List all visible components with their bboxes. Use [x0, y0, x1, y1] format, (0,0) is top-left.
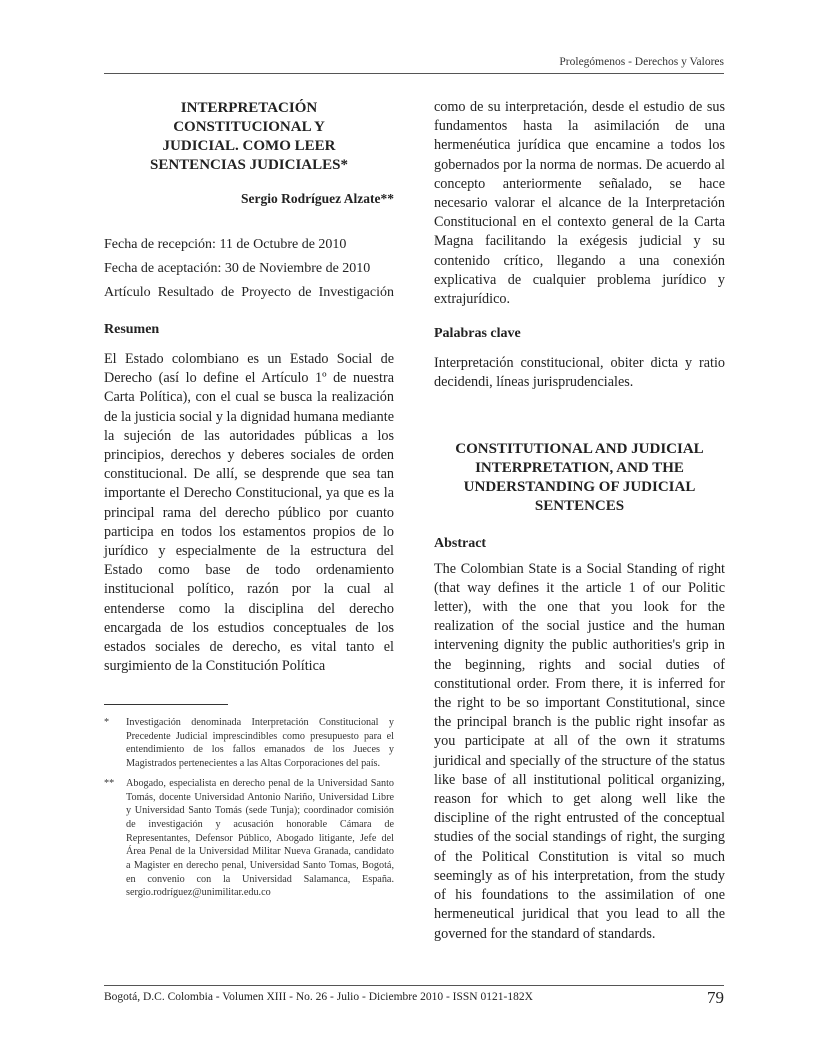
english-title: CONSTITUTIONAL AND JUDICIAL INTERPRETATION, AND THE UNDERSTANDING OF JUDICIAL SENTENCES — [455, 440, 704, 514]
footnote-1 — [104, 716, 394, 771]
footnote-2 — [104, 777, 394, 900]
received-date: Fecha de recepción: 11 de Octubre de 2010 — [104, 237, 347, 252]
article-author: Sergio Rodríguez Alzate** — [241, 191, 394, 206]
running-header: Prolegómenos - Derechos y Valores — [559, 56, 724, 68]
footnote-text: Abogado, especialista en derecho penal de la Universidad Santo Tomás, docente Universidad Antonio Nariño, Universidad Libre y Universidad Santo Tomás (sede Tunja); coordinador comisión de investigación y acusación honorable Cámara de Representantes, Defensor Público, Abogado litigante, Jefe del Área Penal de la Universidad Militar Nueva Granada, candidato a Magister en derecho penal, Universidad Santo Tomas, Bogotá, en convenio con la Universidad Salamanca, España. sergio.rodríguez@unimilitar.edu.co — [126, 777, 394, 899]
page-number: 79 — [707, 988, 724, 1007]
footer-citation: Bogotá, D.C. Colombia - Volumen XIII - No. 26 - Julio - Diciembre 2010 - ISSN 0121-182X — [104, 991, 533, 1003]
article-meta — [104, 233, 394, 305]
footnotes — [104, 716, 394, 906]
footnote-rule — [104, 704, 228, 705]
footnote-text: Investigación denominada Interpretación Constitucional y Precedente Judicial imprescindibles como presupuesto para el entendimiento de los fallos emanados de los Jueces y Magistrados pertenecientes a las Altas Corporaciones del país. — [126, 717, 394, 770]
resumen-text-left: El Estado colombiano es un Estado Social de Derecho (así lo define el Artículo 1º de nuestra Carta Política), con el cual se busca la realización de la justicia social y la dignidad humana mediante la sujeción de las autoridades públicas a los principios, derechos y deberes sociales de orden constitucional. De allí, se desprende que sea tan importante el Derecho Constitucional, ya que es la principal rama del derecho público por cuanto participa en todos los estamentos propios de lo jurídico y especialmente de la estructura del Estado como base de todo ordenamiento institucional político, razón por la cual al entenderse como la disciplina del derecho encargada de los estudios conceptuales de los estados sociales de derecho, es vital tanto el surgimiento de la Constitución Política — [104, 351, 394, 675]
abstract-text: The Colombian State is a Social Standing of right (that way defines it the article 1 of our Politic letter), with the one that you look for the realization of the social justice and the human intervening dignity the public authorities's grip in the beginning, rights and social duties of constitutional order. From there, it is inferred for the right to be so important Constitutional, since the principal branch is the public right insofar as you participate at all of the own it stratums juridical and specially of the structure of the status like base of all institutional political organizing, reason for which to get along well like the discipline of the right entrusted of the conceptual studies of the social standings of right, the surging of the Political Constitution is vital so much seemingly as of his interpretation, from the study of his foundations to the assimilation of one hermeneutical juridical that you lead to all the governed for the standard of standards. — [434, 560, 725, 942]
resumen-heading: Resumen — [104, 322, 160, 337]
keywords-text: Interpretación constitucional, obiter dicta y ratio decidendi, líneas jurisprudenciales. — [434, 355, 725, 391]
right-column — [434, 98, 725, 944]
left-column — [104, 99, 394, 676]
abstract-heading: Abstract — [434, 535, 487, 551]
header-rule — [104, 73, 724, 74]
article-title: INTERPRETACIÓN CONSTITUCIONAL Y JUDICIAL. COMO LEER SENTENCIAS JUDICIALES* — [150, 100, 348, 173]
footer-rule — [104, 985, 724, 986]
footnote-mark: * — [104, 717, 110, 728]
footnote-mark: ** — [104, 777, 115, 789]
keywords-heading: Palabras clave — [434, 326, 521, 342]
accepted-date: Fecha de aceptación: 30 de Noviembre de 2010 — [104, 261, 371, 276]
resumen-text-right: como de su interpretación, desde el estudio de sus fundamentos hasta la asimilación de una hermenéutica jurídica que encamine a todos los gobernados por la norma de normas. De acuerdo al concepto anteriormente señalado, se hace necesario valorar el alcance de la Interpretación Constitucional en el contexto general de la Carta Magna facilitando la exégesis judicial y su contenido crítico, llegando a una conexión explicativa de cualquier problema jurídico y extrajurídico. — [434, 99, 725, 308]
article-type: Artículo Resultado de Proyecto de Investigación — [104, 285, 394, 300]
